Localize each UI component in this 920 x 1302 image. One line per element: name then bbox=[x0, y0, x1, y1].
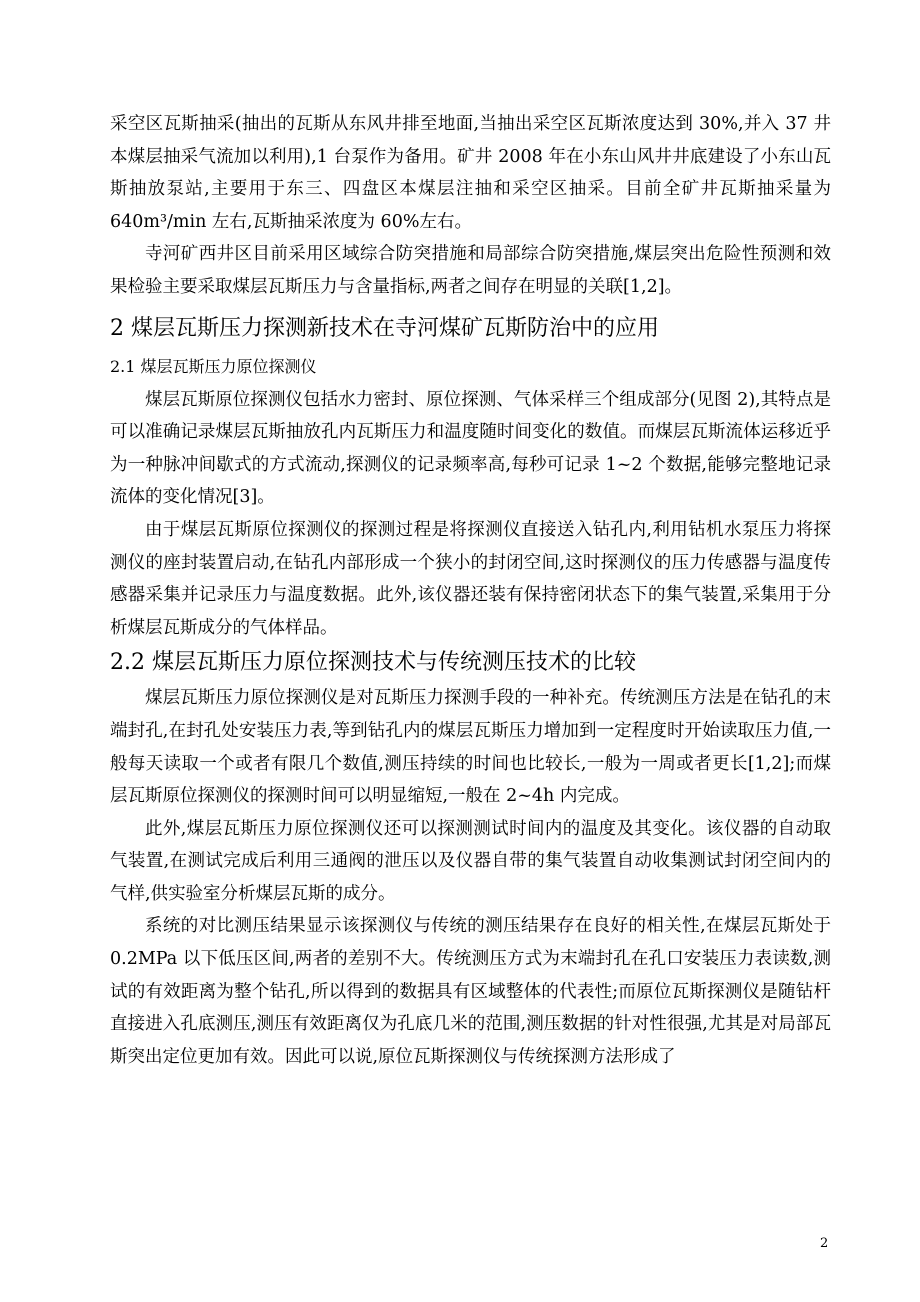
subsection-heading-2-2: 2.2 煤层瓦斯压力原位探测技术与传统测压技术的比较 bbox=[110, 650, 636, 676]
subsection-heading-2-1: 2.1 煤层瓦斯压力原位探测仪 bbox=[110, 356, 317, 376]
paragraph-detection-process: 由于煤层瓦斯原位探测仪的探测过程是将探测仪直接送入钻孔内,利用钻机水泵压力将探测仪的座封装置启动,在钻孔内部形成一个狭小的封闭空间,这时探测仪的压力传感器与温度传感器采集并记录压力与温度数据。此外,该仪器还装有保持密闭状态下的集气装置,采集用于分析煤层瓦斯成分的气体样品。 bbox=[110, 519, 831, 638]
paragraph-detector-components: 煤层瓦斯原位探测仪包括水力密封、原位探测、气体采样三个组成部分(见图 2),其特点是可以准确记录煤层瓦斯抽放孔内瓦斯压力和温度随时间变化的数值。而煤层瓦斯流体运移近乎为一种脉冲间歇式的方式流动,探测仪的记录频率高,每秒可记录 1~2 个数据,能够完整地记录流体的变化情况[3]。 bbox=[110, 389, 831, 508]
document-page bbox=[110, 108, 831, 1073]
paragraph-comparison-traditional: 煤层瓦斯压力原位探测仪是对瓦斯压力探测手段的一种补充。传统测压方法是在钻孔的末端封孔,在封孔处安装压力表,等到钻孔内的煤层瓦斯压力增加到一定程度时开始读取压力值,一般每天读取一个或者有限几个数值,测压持续的时间也比较长,一般为一周或者更长[1,2];而煤层瓦斯原位探测仪的探测时间可以明显缩短,一般在 2~4h 内完成。 bbox=[110, 688, 831, 807]
paragraph-extraction-status: 采空区瓦斯抽采(抽出的瓦斯从东风井排至地面,当抽出采空区瓦斯浓度达到 30%,并入 37 井本煤层抽采气流加以利用),1 台泵作为备用。矿井 2008 年在小东山风井井底建设了小东山瓦斯抽放泵站,主要用于东三、四盘区本煤层注抽和采空区抽采。目前全矿井瓦斯抽采量为 640m³/min 左右,瓦斯抽采浓度为 60%左右。 bbox=[110, 114, 831, 232]
section-heading-2: 2 煤层瓦斯压力探测新技术在寺河煤矿瓦斯防治中的应用 bbox=[110, 315, 659, 341]
paragraph-outburst-prevention: 寺河矿西井区目前采用区域综合防突措施和局部综合防突措施,煤层突出危险性预测和效果检验主要采取煤层瓦斯压力与含量指标,两者之间存在明显的关联[1,2]。 bbox=[110, 244, 831, 297]
paragraph-correlation-results: 系统的对比测压结果显示该探测仪与传统的测压结果存在良好的相关性,在煤层瓦斯处于 0.2MPa 以下低压区间,两者的差别不大。传统测压方式为末端封孔在孔口安装压力表读数,测试的有效距离为整个钻孔,所以得到的数据具有区域整体的代表性;而原位瓦斯探测仪是随钻杆直接进入孔底测压,测压有效距离仅为孔底几米的范围,测压数据的针对性很强,尤其是对局部瓦斯突出定位更加有效。因此可以说,原位瓦斯探测仪与传统探测方法形成了 bbox=[110, 916, 831, 1067]
page-number: 2 bbox=[820, 1236, 829, 1251]
paragraph-temperature-sampling: 此外,煤层瓦斯压力原位探测仪还可以探测测试时间内的温度及其变化。该仪器的自动取气装置,在测试完成后利用三通阀的泄压以及仪器自带的集气装置自动收集测试封闭空间内的气样,供实验室分析煤层瓦斯的成分。 bbox=[110, 818, 831, 904]
